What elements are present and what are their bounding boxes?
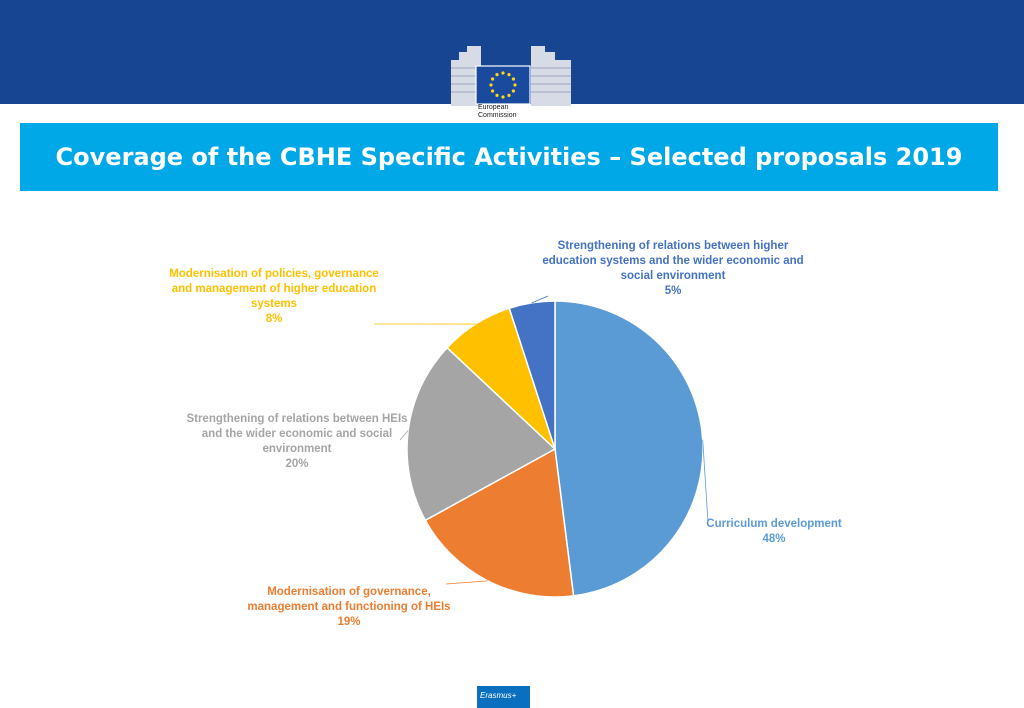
slice-label-2: Modernisation of governance, management and functioning of HEIs 19% xyxy=(247,586,451,628)
pie-slice-1 xyxy=(555,301,703,596)
leader-line-1 xyxy=(703,440,708,522)
slice-label-5: Strengthening of relations between higher education systems and the wider economic and social environment 5% xyxy=(542,240,804,297)
slice-label-1: Curriculum development 48% xyxy=(706,518,842,545)
logo-wordmark: European Commission xyxy=(478,104,517,119)
leader-line-2 xyxy=(446,581,488,584)
erasmus-badge: Erasmus+ xyxy=(477,686,530,708)
slice-label-3: Strengthening of relations between HEIs and the wider economic and social environment 20% xyxy=(186,413,408,470)
slice-label-4: Modernisation of policies, governance and management of higher education systems 8% xyxy=(169,268,379,325)
page-title: Coverage of the CBHE Specific Activities – Selected proposals 2019 xyxy=(55,143,963,171)
